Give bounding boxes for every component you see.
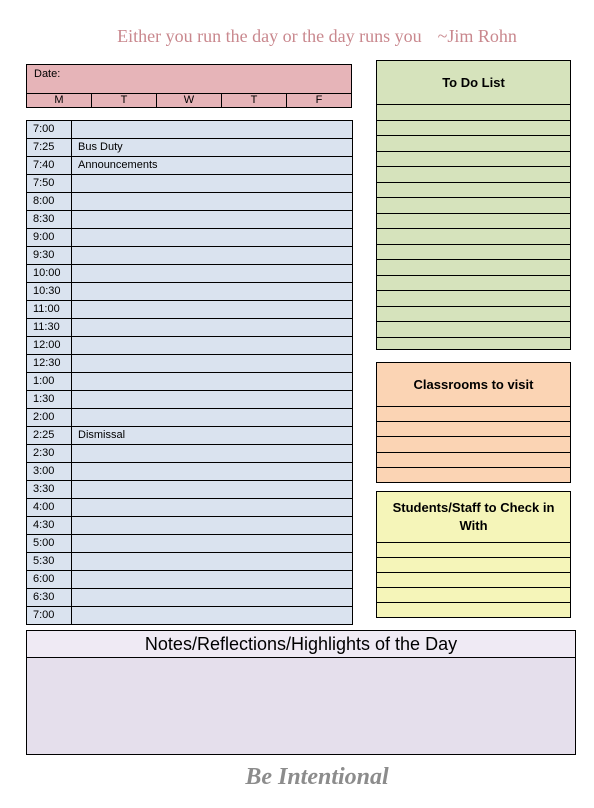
schedule-row [27,265,352,283]
schedule-time: 4:30 [27,517,72,534]
schedule-event[interactable] [72,463,352,480]
weekday-monday[interactable]: M [27,94,92,107]
schedule-time: 5:00 [27,535,72,552]
date-block [26,64,352,108]
todo-line[interactable] [377,229,570,245]
todo-line[interactable] [377,167,570,183]
todo-line[interactable] [377,198,570,214]
classrooms-lines [377,407,570,483]
students-line[interactable] [377,603,570,618]
schedule-event[interactable] [72,193,352,210]
schedule-row [27,121,352,139]
students-lines [377,543,570,618]
schedule-time: 12:00 [27,337,72,354]
schedule-time: 2:25 [27,427,72,444]
weekday-wednesday[interactable]: W [157,94,222,107]
schedule-event[interactable] [72,355,352,372]
schedule-event[interactable] [72,373,352,390]
schedule-time: 3:00 [27,463,72,480]
schedule-row [27,445,352,463]
schedule-row [27,553,352,571]
footer-motto: Be Intentional [245,764,389,790]
schedule-event[interactable] [72,499,352,516]
schedule-event[interactable] [72,319,352,336]
schedule-row [27,409,352,427]
schedule-row [27,517,352,535]
schedule-row [27,193,352,211]
schedule-event[interactable] [72,265,352,282]
todo-line[interactable] [377,322,570,338]
schedule-row [27,355,352,373]
weekday-thursday[interactable]: T [222,94,287,107]
notes-section [26,630,576,755]
todo-line[interactable] [377,183,570,199]
schedule-event[interactable] [72,175,352,192]
classrooms-title: Classrooms to visit [377,363,570,407]
students-line[interactable] [377,543,570,558]
todo-line[interactable] [377,245,570,261]
schedule-time: 10:00 [27,265,72,282]
schedule-row [27,589,352,607]
schedule-time: 10:30 [27,283,72,300]
schedule-row [27,481,352,499]
schedule-event[interactable] [72,607,352,624]
students-line[interactable] [377,588,570,603]
weekday-friday[interactable]: F [315,94,323,106]
todo-line[interactable] [377,214,570,230]
schedule-row [27,499,352,517]
schedule-event[interactable] [72,211,352,228]
todo-lines [377,105,570,353]
schedule-time: 6:00 [27,571,72,588]
schedule-row [27,463,352,481]
classrooms-line[interactable] [377,437,570,452]
schedule-row [27,139,352,157]
todo-line[interactable] [377,307,570,323]
schedule-time: 11:30 [27,319,72,336]
schedule-row [27,571,352,589]
schedule-row [27,391,352,409]
schedule-time: 8:00 [27,193,72,210]
todo-line[interactable] [377,136,570,152]
todo-line[interactable] [377,121,570,137]
schedule-time: 7:25 [27,139,72,156]
weekday-row [27,93,351,107]
schedule-row [27,247,352,265]
classrooms-line[interactable] [377,453,570,468]
schedule-event[interactable]: Dismissal [78,429,126,441]
classrooms-to-visit [376,362,571,483]
schedule-time: 4:00 [27,499,72,516]
schedule-event[interactable] [72,121,352,138]
notes-area[interactable] [27,658,575,754]
schedule-event[interactable] [72,283,352,300]
schedule-row [27,157,352,175]
todo-list [376,60,571,350]
schedule-row [27,427,352,445]
schedule-row [27,319,352,337]
schedule-time: 2:30 [27,445,72,462]
schedule-event[interactable] [72,337,352,354]
classrooms-line[interactable] [377,422,570,437]
schedule-event[interactable] [72,229,352,246]
schedule-event[interactable]: Announcements [78,159,158,171]
schedule-row [27,301,352,319]
schedule-event[interactable] [72,517,352,534]
schedule-time: 1:00 [27,373,72,390]
todo-line[interactable] [377,291,570,307]
todo-line[interactable] [377,152,570,168]
schedule-row [27,283,352,301]
schedule-time: 5:30 [27,553,72,570]
schedule-time: 7:40 [27,157,72,174]
students-staff-check-in [376,491,571,618]
schedule-time: 11:00 [27,301,72,318]
schedule-event[interactable] [72,301,352,318]
schedule-row [27,373,352,391]
schedule-row [27,229,352,247]
schedule-event[interactable] [72,481,352,498]
schedule-row [27,535,352,553]
schedule-event[interactable] [72,391,352,408]
date-label: Date: [34,68,61,80]
schedule-event[interactable] [72,247,352,264]
schedule-time: 8:30 [27,211,72,228]
schedule-time: 1:30 [27,391,72,408]
schedule-time: 9:30 [27,247,72,264]
schedule-event[interactable] [72,535,352,552]
schedule-event[interactable] [72,571,352,588]
schedule-table [26,120,353,625]
schedule-time: 2:00 [27,409,72,426]
schedule-time: 6:30 [27,589,72,606]
schedule-event[interactable]: Bus Duty [78,141,123,153]
todo-title: To Do List [377,61,570,105]
todo-line[interactable] [377,260,570,276]
schedule-event[interactable] [72,589,352,606]
schedule-event[interactable] [72,553,352,570]
students-line[interactable] [377,558,570,573]
quote [0,26,594,47]
todo-line[interactable] [377,338,570,354]
schedule-row [27,175,352,193]
quote-author: ~Jim Rohn [437,26,517,46]
schedule-time: 7:50 [27,175,72,192]
students-title: Students/Staff to Check in With [377,492,570,543]
todo-line[interactable] [377,105,570,121]
schedule-row [27,607,352,624]
schedule-time: 12:30 [27,355,72,372]
schedule-time: 3:30 [27,481,72,498]
schedule-event[interactable] [72,409,352,426]
classrooms-line[interactable] [377,468,570,483]
schedule-row [27,211,352,229]
schedule-time: 9:00 [27,229,72,246]
schedule-time: 7:00 [27,121,72,138]
weekday-tuesday[interactable]: T [92,94,157,107]
notes-title: Notes/Reflections/Highlights of the Day [27,631,575,658]
schedule-time: 7:00 [27,607,72,624]
todo-line[interactable] [377,276,570,292]
quote-text: Either you run the day or the day runs you [117,26,422,46]
students-line[interactable] [377,573,570,588]
classrooms-line[interactable] [377,407,570,422]
schedule-row [27,337,352,355]
schedule-event[interactable] [72,445,352,462]
